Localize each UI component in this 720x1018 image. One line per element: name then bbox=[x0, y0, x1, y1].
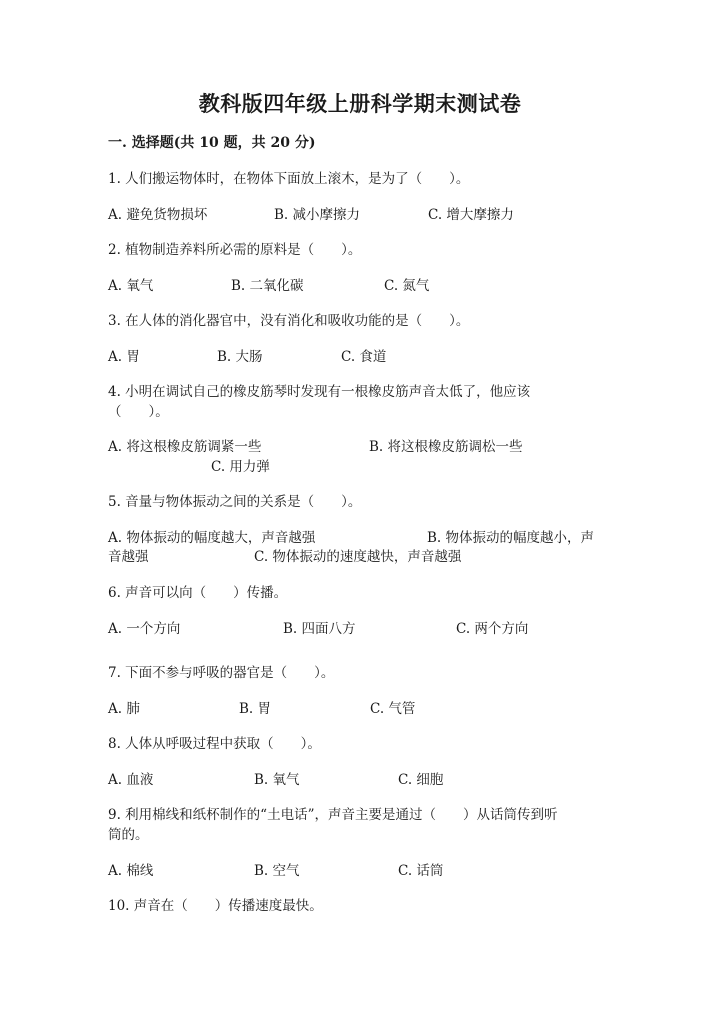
question-5-option-b-cont: 音越强 bbox=[108, 549, 149, 565]
page-title: 教科版四年级上册科学期末测试卷 bbox=[198, 91, 522, 116]
question-8-option-c: C. 细胞 bbox=[398, 772, 444, 788]
question-4-text: 4. 小明在调试自己的橡皮筋琴时发现有一根橡皮筋声音太低了，他应该 bbox=[108, 384, 531, 400]
question-10-text: 10. 声音在（ ）传播速度最快。 bbox=[108, 898, 323, 914]
section-heading: 一. 选择题(共 10 题，共 20 分) bbox=[108, 135, 316, 151]
question-2-option-b: B. 二氧化碳 bbox=[231, 278, 304, 294]
question-9-option-c: C. 话筒 bbox=[398, 863, 444, 879]
question-9-option-b: B. 空气 bbox=[254, 863, 300, 879]
question-4-text-cont: （ ）。 bbox=[108, 404, 169, 420]
question-6-text: 6. 声音可以向（ ）传播。 bbox=[108, 585, 288, 601]
question-4-option-c: C. 用力弹 bbox=[211, 459, 270, 475]
question-6-option-c: C. 两个方向 bbox=[456, 621, 529, 637]
question-2-text: 2. 植物制造养料所必需的原料是（ ）。 bbox=[108, 242, 362, 258]
question-7-option-a: A. 肺 bbox=[108, 701, 140, 717]
question-9-text-cont: 筒的。 bbox=[108, 827, 149, 843]
question-8-text: 8. 人体从呼吸过程中获取（ ）。 bbox=[108, 736, 321, 752]
question-5-option-a: A. 物体振动的幅度越大，声音越强 bbox=[108, 530, 316, 546]
question-6-option-b: B. 四面八方 bbox=[283, 621, 356, 637]
question-7-option-c: C. 气管 bbox=[370, 701, 416, 717]
question-2-option-a: A. 氧气 bbox=[108, 278, 154, 294]
question-1-option-b: B. 减小摩擦力 bbox=[274, 207, 361, 223]
question-7-option-b: B. 胃 bbox=[239, 701, 272, 717]
question-3-option-c: C. 食道 bbox=[341, 349, 387, 365]
question-3-option-b: B. 大肠 bbox=[217, 349, 263, 365]
question-1-option-c: C. 增大摩擦力 bbox=[428, 207, 514, 223]
question-8-option-b: B. 氧气 bbox=[254, 772, 300, 788]
question-8-option-a: A. 血液 bbox=[108, 772, 154, 788]
question-5-text: 5. 音量与物体振动之间的关系是（ ）。 bbox=[108, 494, 362, 510]
question-7-text: 7. 下面不参与呼吸的器官是（ ）。 bbox=[108, 665, 335, 681]
question-4-option-b: B. 将这根橡皮筋调松一些 bbox=[369, 439, 523, 455]
question-9-option-a: A. 棉线 bbox=[108, 863, 154, 879]
question-1-text: 1. 人们搬运物体时，在物体下面放上滚木，是为了（ ）。 bbox=[108, 171, 470, 187]
question-9-text: 9. 利用棉线和纸杯制作的“土电话”，声音主要是通过（ ）从话筒传到听 bbox=[108, 807, 558, 823]
question-1-option-a: A. 避免货物损坏 bbox=[108, 207, 208, 223]
question-4-option-a: A. 将这根橡皮筋调紧一些 bbox=[108, 439, 262, 455]
question-3-text: 3. 在人体的消化器官中，没有消化和吸收功能的是（ ）。 bbox=[108, 313, 470, 329]
question-3-option-a: A. 胃 bbox=[108, 349, 140, 365]
question-5-option-b: B. 物体振动的幅度越小，声 bbox=[427, 530, 595, 546]
question-5-option-c: C. 物体振动的速度越快，声音越强 bbox=[254, 549, 462, 565]
question-6-option-a: A. 一个方向 bbox=[108, 621, 181, 637]
question-2-option-c: C. 氮气 bbox=[384, 278, 430, 294]
